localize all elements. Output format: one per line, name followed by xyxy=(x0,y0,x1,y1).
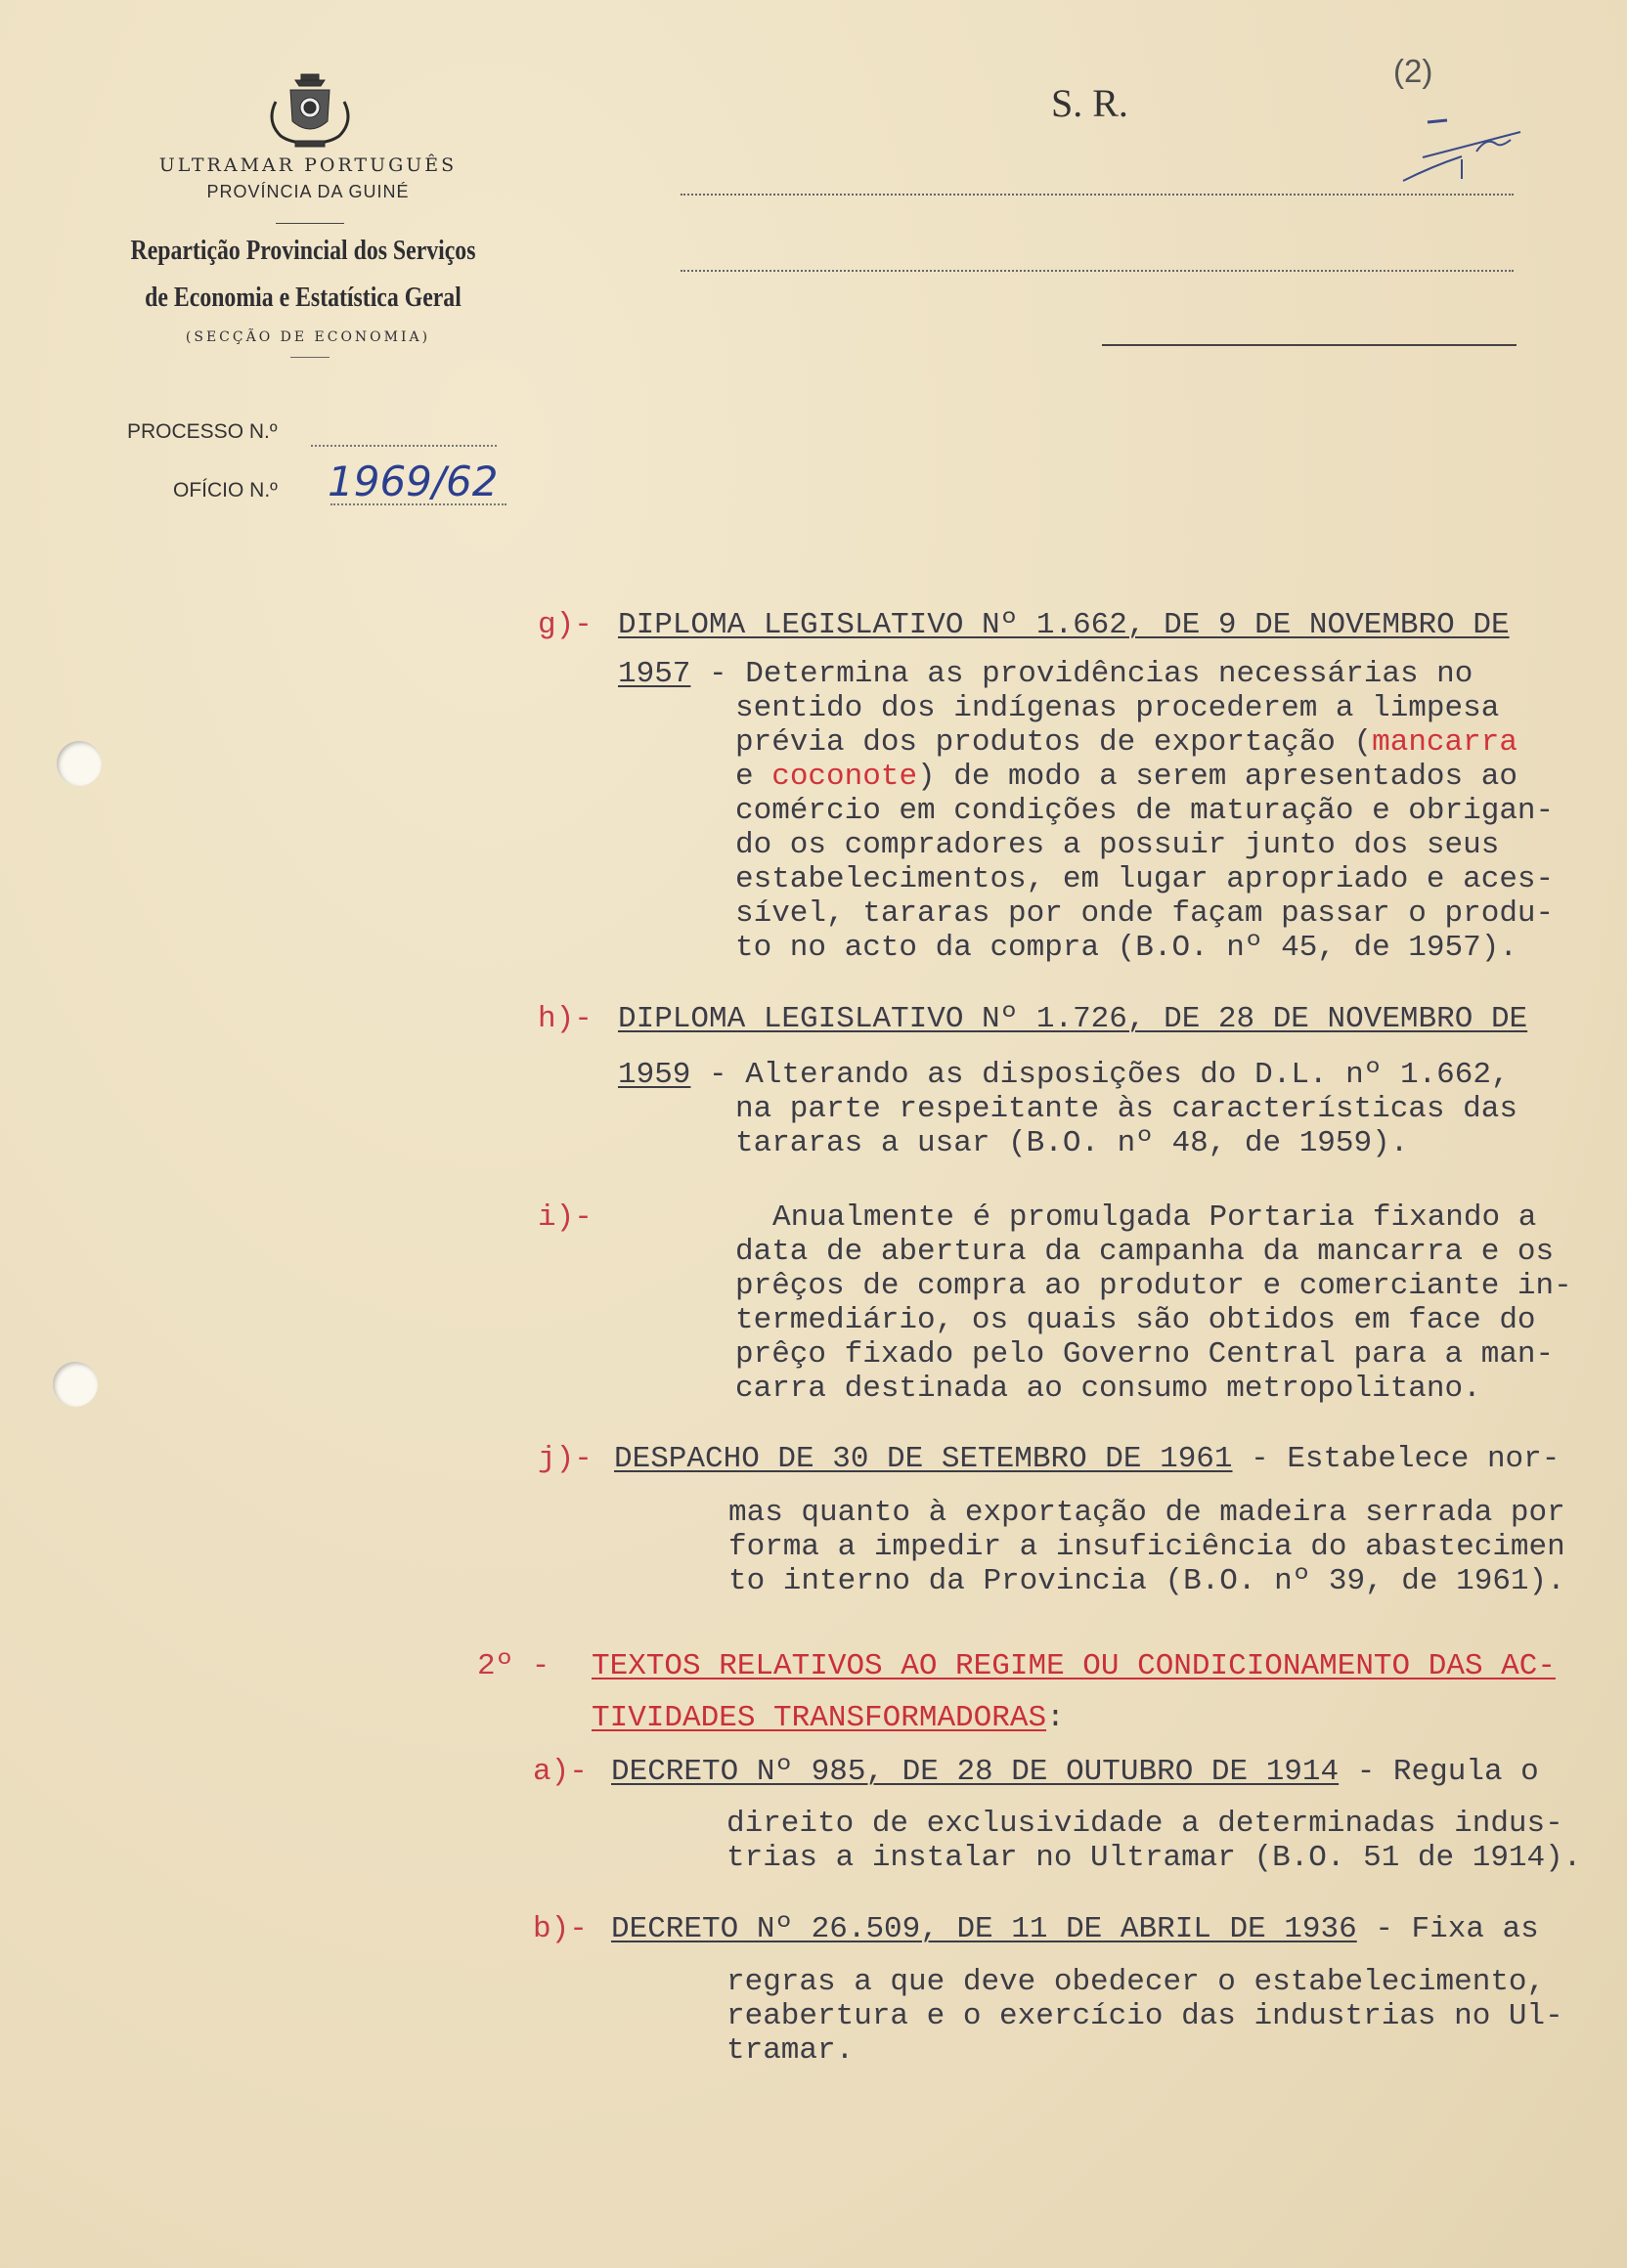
letterhead-provincia: PROVÍNCIA DA GUINÉ xyxy=(206,182,410,201)
item-g-line2: sentido dos indígenas procederem a limpesa xyxy=(735,691,1500,725)
item-g-line7: estabelecimentos, em lugar apropriado e aces- xyxy=(735,862,1555,896)
item-h-heading-year: 1959 xyxy=(618,1058,691,1092)
item-g-text: Determina as providências necessárias no xyxy=(745,657,1473,691)
section2-marker: 2º - xyxy=(477,1649,550,1683)
item-i-line5: prêço fixado pelo Governo Central para a man- xyxy=(735,1337,1555,1372)
section2-title-colon: : xyxy=(1046,1701,1065,1735)
item-h-heading-line1: DIPLOMA LEGISLATIVO Nº 1.726, DE 28 DE NOVEMBRO DE xyxy=(618,1002,1528,1036)
section2-title-line1: TEXTOS RELATIVOS AO REGIME OU CONDICIONAMENTO DAS AC- xyxy=(592,1649,1556,1683)
processo-field xyxy=(311,445,497,447)
item-h-dash: - xyxy=(690,1058,746,1092)
item-g-text4a: e xyxy=(735,760,772,794)
letterhead-divider xyxy=(276,223,344,224)
section2-b-line1: regras a que deve obedecer o estabelecimento, xyxy=(726,1965,1546,1999)
item-h-line2: na parte respeitante às características das xyxy=(735,1092,1517,1126)
section2-a-line0 xyxy=(611,1755,1539,1789)
item-g-line9: to no acto da compra (B.O. nº 45, de 1957). xyxy=(735,931,1517,965)
handwritten-signature xyxy=(1305,112,1530,191)
section2-b-line0 xyxy=(611,1912,1539,1946)
item-g-text3a: prévia dos produtos de exportação ( xyxy=(735,725,1373,760)
section2-b-marker: b)- xyxy=(533,1912,588,1946)
item-g-line6: do os compradores a possuir junto dos seus xyxy=(735,828,1500,862)
item-g-dash: - xyxy=(690,657,746,691)
address-line-3 xyxy=(1102,344,1517,346)
punch-hole-top xyxy=(57,741,102,786)
section2-a-marker: a)- xyxy=(533,1755,588,1789)
section2-a-heading: DECRETO Nº 985, DE 28 DE OUTUBRO DE 1914 xyxy=(611,1755,1340,1789)
item-j-marker: j)- xyxy=(538,1442,593,1476)
item-i-line4: termediário, os quais são obtidos em face do xyxy=(735,1303,1536,1337)
item-g-heading-line1: DIPLOMA LEGISLATIVO Nº 1.662, DE 9 DE NOVEMBRO DE xyxy=(618,608,1510,642)
item-h-line1 xyxy=(618,1058,1510,1092)
item-j-line3: to interno da Provincia (B.O. nº 39, de 1961). xyxy=(728,1564,1565,1598)
section2-b-line3: tramar. xyxy=(726,2033,855,2068)
item-i-line2: data de abertura da campanha da mancarra e os xyxy=(735,1235,1555,1269)
item-g-line4 xyxy=(735,760,1517,794)
item-j-text0: - Estabelece nor- xyxy=(1232,1442,1561,1476)
letterhead-ultramar: ULTRAMAR PORTUGUÊS xyxy=(158,154,458,176)
item-j-line2: forma a impedir a insuficiência do abastecimen xyxy=(728,1530,1565,1564)
letterhead-divider-small xyxy=(290,357,330,358)
address-line-2 xyxy=(681,270,1514,272)
item-g-heading-year: 1957 xyxy=(618,657,691,691)
section2-a-line1: direito de exclusividade a determinadas indus- xyxy=(726,1807,1563,1841)
item-h-line3: tararas a usar (B.O. nº 48, de 1959). xyxy=(735,1126,1409,1160)
section2-b-text0: - Fixa as xyxy=(1356,1912,1539,1946)
item-g-marker: g)- xyxy=(538,608,593,642)
oficio-label: OFÍCIO N.º xyxy=(173,479,278,502)
item-i-line1: Anualmente é promulgada Portaria fixando a xyxy=(772,1200,1537,1235)
item-i-line3: prêços de compra ao produtor e comerciante in- xyxy=(735,1269,1572,1303)
section2-a-line2: trias a instalar no Ultramar (B.O. 51 de 1914). xyxy=(726,1841,1582,1875)
section2-b-heading: DECRETO Nº 26.509, DE 11 DE ABRIL DE 1936 xyxy=(611,1912,1357,1946)
section2-title-line2-text: TIVIDADES TRANSFORMADORAS xyxy=(592,1701,1047,1735)
item-g-line1 xyxy=(618,657,1473,691)
letterhead-seccao: (SECÇÃO DE ECONOMIA) xyxy=(185,329,431,345)
punch-hole-bottom xyxy=(53,1362,98,1407)
item-h-text: Alterando as disposições do D.L. nº 1.662, xyxy=(745,1058,1510,1092)
coat-of-arms-emblem xyxy=(266,72,354,151)
item-g-line8: sível, tararas por onde façam passar o produ- xyxy=(735,896,1555,931)
item-g-line3 xyxy=(735,725,1517,760)
item-j-heading: DESPACHO DE 30 DE SETEMBRO DE 1961 xyxy=(614,1442,1233,1476)
oficio-number-handwritten: 1969/62 xyxy=(328,458,499,505)
letterhead-reparticao: Repartição Provincial dos Serviços xyxy=(130,235,476,266)
item-i-marker: i)- xyxy=(538,1200,593,1235)
address-line-1 xyxy=(681,194,1514,196)
item-g-line5: comércio em condições de maturação e obrigan- xyxy=(735,794,1555,828)
section2-title-line2 xyxy=(592,1701,1065,1735)
item-g-coconote-highlight: coconote xyxy=(771,760,918,794)
item-g-text4c: ) de modo a serem apresentados ao xyxy=(917,760,1517,794)
processo-label: PROCESSO N.º xyxy=(127,420,278,443)
item-g-mancarra-highlight: mancarra xyxy=(1372,725,1517,760)
item-h-marker: h)- xyxy=(538,1002,593,1036)
item-i-line6: carra destinada ao consumo metropolitano. xyxy=(735,1372,1481,1406)
item-j-line1: mas quanto à exportação de madeira serrada por xyxy=(728,1496,1565,1530)
letterhead-economia: de Economia e Estatística Geral xyxy=(145,282,462,313)
section2-a-text0: - Regula o xyxy=(1339,1755,1539,1789)
section2-b-line2: reabertura e o exercício das industrias no Ul- xyxy=(726,1999,1563,2033)
sr-heading: S. R. xyxy=(1051,81,1128,125)
item-j-line0 xyxy=(614,1442,1560,1476)
page-number: (2) xyxy=(1393,53,1433,89)
